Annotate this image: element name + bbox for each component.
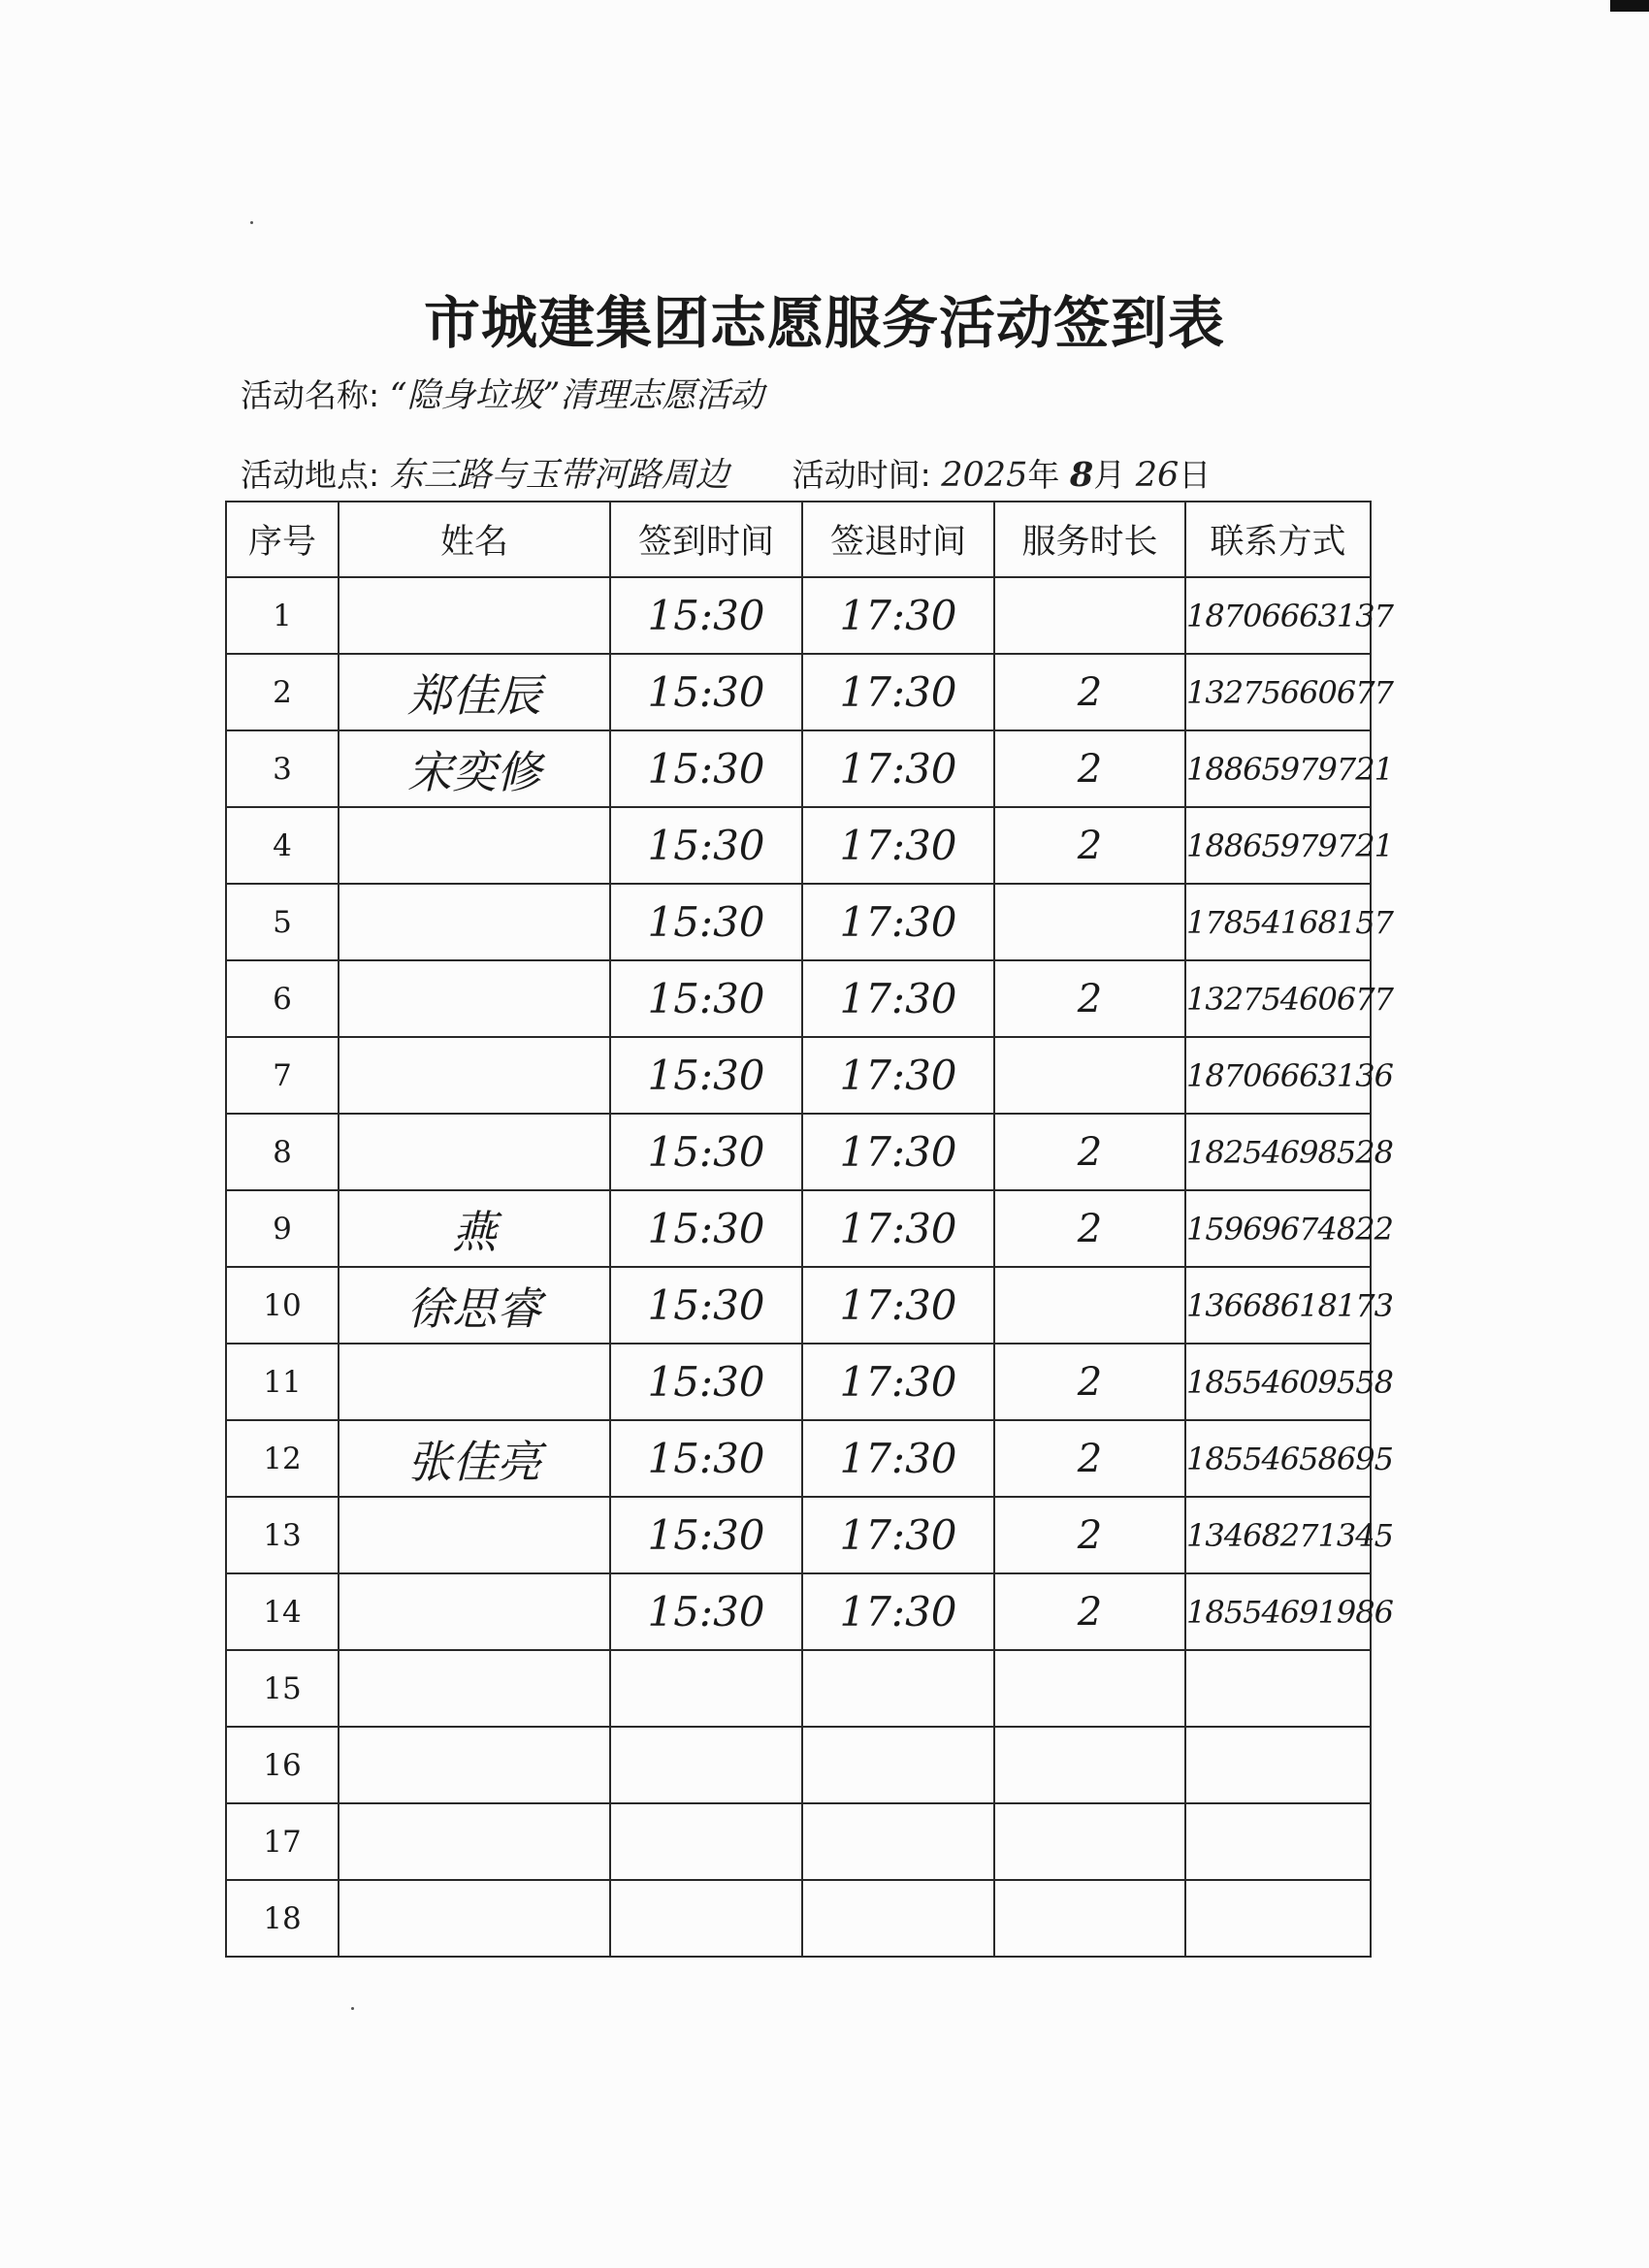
service-hours (994, 1650, 1185, 1727)
signin-time: 15:30 (610, 1114, 802, 1190)
signout-time: 17:30 (802, 1420, 994, 1497)
signin-time (610, 1727, 802, 1803)
row-index: 4 (226, 807, 339, 884)
signin-time: 15:30 (610, 1497, 802, 1573)
table-row (226, 1037, 1371, 1114)
table-row (226, 1727, 1371, 1803)
signin-time: 15:30 (610, 654, 802, 730)
header-index: 序号 (226, 502, 339, 577)
volunteer-name: 张佳亮 (339, 1420, 610, 1497)
signout-time: 17:30 (802, 654, 994, 730)
signout-time: 17:30 (802, 1114, 994, 1190)
volunteer-name (339, 1880, 610, 1957)
table-row (226, 1344, 1371, 1420)
scan-speck (351, 2007, 354, 2010)
volunteer-name: 燕 (339, 1190, 610, 1267)
signin-time: 15:30 (610, 577, 802, 654)
signin-time: 15:30 (610, 1420, 802, 1497)
activity-name-line (241, 369, 763, 417)
table-row (226, 884, 1371, 960)
row-index: 17 (226, 1803, 339, 1880)
signout-time (802, 1880, 994, 1957)
service-hours (994, 884, 1185, 960)
signin-time: 15:30 (610, 1573, 802, 1650)
header-contact: 联系方式 (1185, 502, 1371, 577)
row-index: 12 (226, 1420, 339, 1497)
row-index: 6 (226, 960, 339, 1037)
row-index: 1 (226, 577, 339, 654)
contact-phone: 18706663137 (1185, 577, 1371, 654)
header-service-hours: 服务时长 (994, 502, 1185, 577)
row-index: 14 (226, 1573, 339, 1650)
contact-phone: 18254698528 (1185, 1114, 1371, 1190)
table-row (226, 1880, 1371, 1957)
row-index: 15 (226, 1650, 339, 1727)
volunteer-name: 宋奕修 (339, 730, 610, 807)
volunteer-name (339, 1497, 610, 1573)
row-index: 2 (226, 654, 339, 730)
row-index: 11 (226, 1344, 339, 1420)
service-hours: 2 (994, 960, 1185, 1037)
contact-phone (1185, 1727, 1371, 1803)
volunteer-name (339, 1727, 610, 1803)
volunteer-name: 郑佳辰 (339, 654, 610, 730)
table-row (226, 960, 1371, 1037)
activity-date-year: 2025 (941, 456, 1028, 495)
row-index: 9 (226, 1190, 339, 1267)
contact-phone: 13668618173 (1185, 1267, 1371, 1344)
service-hours: 2 (994, 1344, 1185, 1420)
contact-phone: 13275460677 (1185, 960, 1371, 1037)
signin-time (610, 1803, 802, 1880)
volunteer-name (339, 577, 610, 654)
activity-place-label: 活动地点: (241, 456, 380, 494)
contact-phone (1185, 1803, 1371, 1880)
activity-date-month-unit: 月 (1093, 456, 1126, 494)
table-row (226, 1420, 1371, 1497)
signin-time: 15:30 (610, 884, 802, 960)
signin-table (225, 501, 1393, 1958)
signout-time: 17:30 (802, 807, 994, 884)
service-hours: 2 (994, 1420, 1185, 1497)
volunteer-name: 徐思睿 (339, 1267, 610, 1344)
row-index: 18 (226, 1880, 339, 1957)
signout-time: 17:30 (802, 1267, 994, 1344)
activity-place-time-line (241, 448, 1211, 497)
signin-time: 15:30 (610, 807, 802, 884)
signout-time: 17:30 (802, 960, 994, 1037)
service-hours: 2 (994, 807, 1185, 884)
row-index: 8 (226, 1114, 339, 1190)
service-hours: 2 (994, 1114, 1185, 1190)
volunteer-name (339, 884, 610, 960)
signin-time (610, 1880, 802, 1957)
volunteer-name (339, 1573, 610, 1650)
row-index: 13 (226, 1497, 339, 1573)
scan-speck (250, 221, 253, 224)
service-hours: 2 (994, 730, 1185, 807)
volunteer-name (339, 1650, 610, 1727)
contact-phone: 13275660677 (1185, 654, 1371, 730)
signin-time: 15:30 (610, 730, 802, 807)
row-index: 10 (226, 1267, 339, 1344)
service-hours: 2 (994, 1497, 1185, 1573)
contact-phone: 13468271345 (1185, 1497, 1371, 1573)
activity-date-year-unit: 年 (1027, 456, 1060, 494)
table-row (226, 1650, 1371, 1727)
contact-phone (1185, 1880, 1371, 1957)
service-hours (994, 1267, 1185, 1344)
activity-time-label: 活动时间: (792, 456, 931, 494)
table-row (226, 1803, 1371, 1880)
signin-time: 15:30 (610, 1037, 802, 1114)
table-row (226, 1497, 1371, 1573)
contact-phone: 18706663136 (1185, 1037, 1371, 1114)
service-hours (994, 577, 1185, 654)
volunteer-name (339, 960, 610, 1037)
service-hours (994, 1037, 1185, 1114)
row-index: 7 (226, 1037, 339, 1114)
table-row (226, 654, 1371, 730)
table-row (226, 1267, 1371, 1344)
header-signin-time: 签到时间 (610, 502, 802, 577)
service-hours: 2 (994, 1573, 1185, 1650)
row-index: 5 (226, 884, 339, 960)
activity-place-value: 东三路与玉带河路周边 (389, 456, 729, 495)
table-row (226, 1573, 1371, 1650)
signout-time: 17:30 (802, 884, 994, 960)
service-hours (994, 1803, 1185, 1880)
service-hours: 2 (994, 1190, 1185, 1267)
signout-time: 17:30 (802, 1190, 994, 1267)
volunteer-name (339, 1037, 610, 1114)
signout-time: 17:30 (802, 730, 994, 807)
signin-time: 15:30 (610, 1267, 802, 1344)
table-row (226, 730, 1371, 807)
service-hours (994, 1727, 1185, 1803)
signin-time: 15:30 (610, 1190, 802, 1267)
activity-name-value: “隐身垃圾”清理志愿活动 (389, 376, 764, 415)
row-index: 3 (226, 730, 339, 807)
signout-time: 17:30 (802, 1037, 994, 1114)
table-row (226, 807, 1371, 884)
signin-time: 15:30 (610, 1344, 802, 1420)
table-row (226, 1190, 1371, 1267)
service-hours: 2 (994, 654, 1185, 730)
signout-time: 17:30 (802, 1573, 994, 1650)
signin-time: 15:30 (610, 960, 802, 1037)
contact-phone: 18554691986 (1185, 1573, 1371, 1650)
signout-time (802, 1803, 994, 1880)
contact-phone: 18865979721 (1185, 730, 1371, 807)
service-hours (994, 1880, 1185, 1957)
table-row (226, 577, 1371, 654)
activity-date-day-unit: 日 (1179, 456, 1212, 494)
table-body (226, 577, 1393, 1957)
scan-corner-mark (1610, 0, 1649, 12)
signout-time: 17:30 (802, 1344, 994, 1420)
activity-date-day: 26 (1135, 456, 1180, 495)
signout-time: 17:30 (802, 577, 994, 654)
table-header-row (226, 502, 1371, 577)
contact-phone: 18554609558 (1185, 1344, 1371, 1420)
activity-date-month: 8 (1069, 455, 1094, 495)
signout-time: 17:30 (802, 1497, 994, 1573)
volunteer-name (339, 807, 610, 884)
row-index: 16 (226, 1727, 339, 1803)
activity-name-label: 活动名称: (241, 376, 380, 414)
header-signout-time: 签退时间 (802, 502, 994, 577)
document-title: 市城建集团志愿服务活动签到表 (423, 290, 1225, 356)
contact-phone: 18554658695 (1185, 1420, 1371, 1497)
contact-phone: 15969674822 (1185, 1190, 1371, 1267)
contact-phone: 17854168157 (1185, 884, 1371, 960)
contact-phone (1185, 1650, 1371, 1727)
contact-phone: 18865979721 (1185, 807, 1371, 884)
signout-time (802, 1650, 994, 1727)
signout-time (802, 1727, 994, 1803)
volunteer-name (339, 1803, 610, 1880)
header-name: 姓名 (339, 502, 610, 577)
signin-time (610, 1650, 802, 1727)
volunteer-name (339, 1114, 610, 1190)
table-row (226, 1114, 1371, 1190)
volunteer-name (339, 1344, 610, 1420)
